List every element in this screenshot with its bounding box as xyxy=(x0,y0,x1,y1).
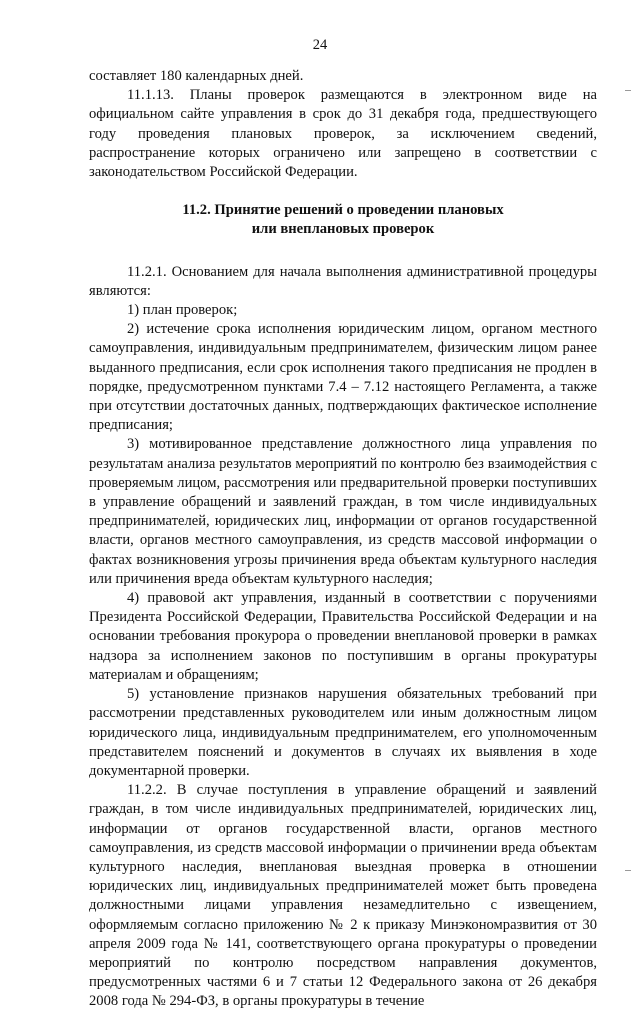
document-body xyxy=(89,67,597,1012)
paragraph-11-2-2: 11.2.2. В случае поступления в управление обращений и заявлений граждан, в том числе индивидуальных предпринимателей, юридических лиц, информации от органов государственной власти, органов местного самоуправления, из средств массовой информации о причинении вреда объектам культурного наследия, внеплановая выездная проверка в отношении юридических лиц, индивидуальных предпринимателей может быть проведена должностными лицами управления незамедлительно с извещением, оформляемым согласно приложению № 2 к приказу Минэкономразвития от 30 апреля 2009 года № 141, соответствующего органа прокуратуры о проведении мероприятий по контролю посредством направления документов, предусмотренных частями 6 и 7 статьи 12 Федерального закона от 26 декабря 2008 года № 294-ФЗ, в органы прокуратуры в течение xyxy=(89,782,597,1010)
paragraph-11-2-1: 11.2.1. Основанием для начала выполнения административной процедуры являются: xyxy=(89,263,597,299)
spacer xyxy=(89,240,597,263)
section-heading-line-1: 11.2. Принятие решений о проведении плановых xyxy=(182,202,504,219)
list-item-5: 5) установление признаков нарушения обязательных требований при рассмотрении представленных руководителем или иным должностным лицом юридического лица, индивидуальным предпринимателем, его уполномоченным представителем пояснений и документов в случаях их выявления в ходе документарной проверки. xyxy=(89,686,597,779)
list-item-2: 2) истечение срока исполнения юридическим лицом, органом местного самоуправления, индивидуальным предпринимателем, физическим лицом ранее выданного предписания, если срок исполнения такого предписания не продлен в порядке, предусмотренном пунктами 7.4 – 7.12 настоящего Регламента, а также при отсутствии достаточных данных, подтверждающих фактическое исполнение предписания; xyxy=(89,321,597,434)
list-item-1: 1) план проверок; xyxy=(127,302,238,319)
paragraph-term-end: составляет 180 календарных дней. xyxy=(89,68,304,84)
list-item-4: 4) правовой акт управления, изданный в соответствии с поручениями Президента Российской Федерации, Правительства Российской Федерации и на основании требования прокурора о проведении внеплановой проверки в рамках надзора за исполнением законов по поступившим в органы прокуратуры материалам и обращениям; xyxy=(89,590,597,683)
scan-artifact xyxy=(625,90,631,91)
page-number: 24 xyxy=(312,37,328,53)
spacer xyxy=(89,182,597,201)
scan-artifact xyxy=(625,870,631,871)
section-heading xyxy=(89,201,597,239)
section-heading-line-2: или внеплановых проверок xyxy=(251,221,435,238)
list-item-3: 3) мотивированное представление должностного лица управления по результатам анализа результатов мероприятий по контролю без взаимодействия с проверяемым лицом, рассмотрения или предварительной проверки поступивших в управление обращений и заявлений граждан, в том числе индивидуальных предпринимателей, юридических лиц, информации от органов государственной власти, органов местного самоуправления, из средств массовой информации о фактах возникновения угрозы причинения вреда объектам культурного наследия или причинения вреда объектам культурного наследия; xyxy=(89,436,597,587)
paragraph-11-1-13: 11.1.13. Планы проверок размещаются в электронном виде на официальном сайте управления в срок до 31 декабря года, предшествующего году проведения плановых проверок, за исключением сведений, распространение которых ограничено или запрещено в соответствии с законодательством Российской Федерации. xyxy=(89,87,597,181)
